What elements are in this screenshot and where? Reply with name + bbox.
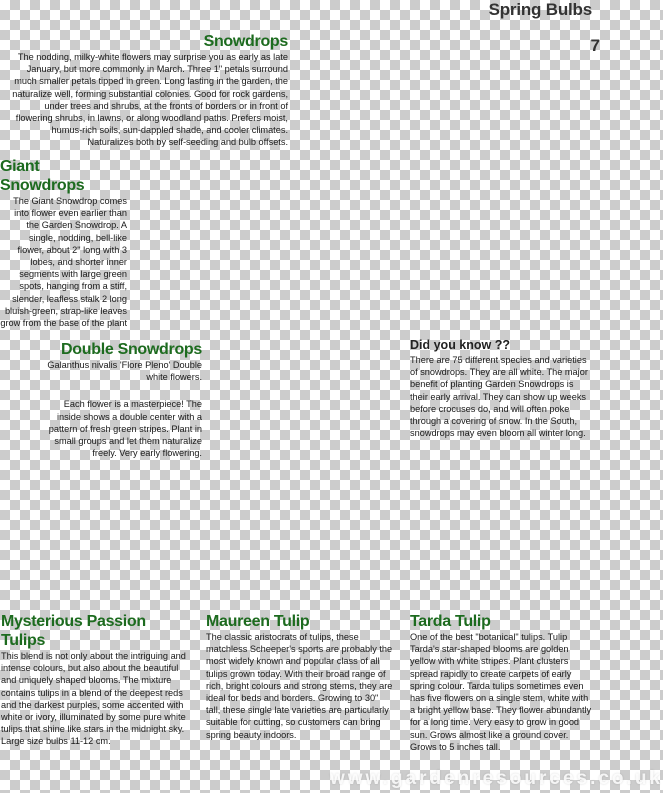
double-snowdrops-subtitle: Galanthus nivalis 'Flore Pleno' Double white flowers.	[47, 360, 202, 383]
passion-tulips-section	[1, 612, 191, 748]
double-snowdrops-text: Each flower is a masterpiece! The inside shows a double center with a pattern of fresh green stripes. Plant in small groups and let them naturalize freely. Very early flowering.	[48, 399, 202, 459]
snowdrops-section	[6, 32, 288, 149]
maureen-tulip-heading: Maureen Tulip	[206, 613, 310, 630]
page-number: 7	[590, 36, 600, 55]
tarda-tulip-section	[410, 612, 595, 753]
did-you-know-heading: Did you know ??	[410, 338, 510, 352]
maureen-tulip-section	[206, 612, 394, 741]
tarda-tulip-text: One of the best "botanical" tulips. Tulip Tarda's star-shaped blooms are golden yellow with white stripes. Plant clusters spread rapidly to create carpets of early spring colour. Tarda tulips sometimes even has five flowers on a single stem, white with a bright yellow base. They flower abundantly for a long time. Very easy to grow in good sun. Grows almost like a ground cover. Grows to 5 inches tall.	[410, 632, 592, 752]
giant-snowdrops-section	[0, 157, 127, 329]
snowdrops-heading: Snowdrops	[203, 33, 288, 50]
giant-snowdrops-text: The Giant Snowdrop comes into flower even earlier than the Garden Snowdrop. A single, nodding, bell-like flower, about 2" long with 3 lobes, and shorter inner segments with large green spots, hanging from a stiff, slender, leafless stalk 2 long bluish-green, strap-like leaves grow from the base of the plant	[0, 196, 127, 329]
maureen-tulip-text: The classic aristocrats of tulips, these matchless Scheeper's sports are probably the most widely known and popular class of all tulips grown today. With their broad range of rich, bright colours and strong stems, they are ideal for beds and borders. Growing to 30" tall, these single late varieties are particularly suitable for cutting, so customers can bring spring beauty indoors.	[206, 632, 393, 740]
page-title: Spring Bulbs	[488, 0, 592, 19]
giant-snowdrops-heading: Giant Snowdrops	[0, 158, 85, 194]
did-you-know-text: There are 75 different species and varieties of snowdrops. They are all white. The major benefit of planting Garden Snowdrops is their early arrival. They can show up weeks before crocuses do, and will often poke through a covering of snow. In the South, snowdrops may even bloom all winter long.	[410, 355, 588, 439]
passion-tulips-text: This blend is not only about the intriguing and intense colours, but also about the beautiful and uniquely shaped blooms. The mixture contains tulips in a blend of the deepest reds and the darkest purples, some accented with white or ivory, illuminated by some pure white tulips that shine like stars in the midnight sky. Large size bulbs 11-12 cm.	[1, 651, 186, 747]
did-you-know-section	[410, 338, 588, 439]
passion-tulips-heading: Mysterious Passion Tulips	[1, 613, 146, 649]
double-snowdrops-heading: Double Snowdrops	[61, 341, 202, 358]
double-snowdrops-section	[40, 340, 202, 459]
tarda-tulip-heading: Tarda Tulip	[410, 613, 491, 630]
watermark: www.gardenresources.co.uk	[330, 768, 663, 789]
snowdrops-text: The nodding, milky-white flowers may surprise you as early as late January, but more commonly in March. Three 1" petals surround much smaller petals tipped in green. Long lasting in the garden, the naturalize well, forming substantial colonies. Good for rock gardens, under trees and shrubs, at the fronts of borders or in front of flowering shrubs, in lawns, or along woodland paths. Prefers moist, humus-rich soils, sun-dappled shade, and cooler climates. Naturalizes both by self-seeding and bulb offsets.	[12, 52, 288, 148]
